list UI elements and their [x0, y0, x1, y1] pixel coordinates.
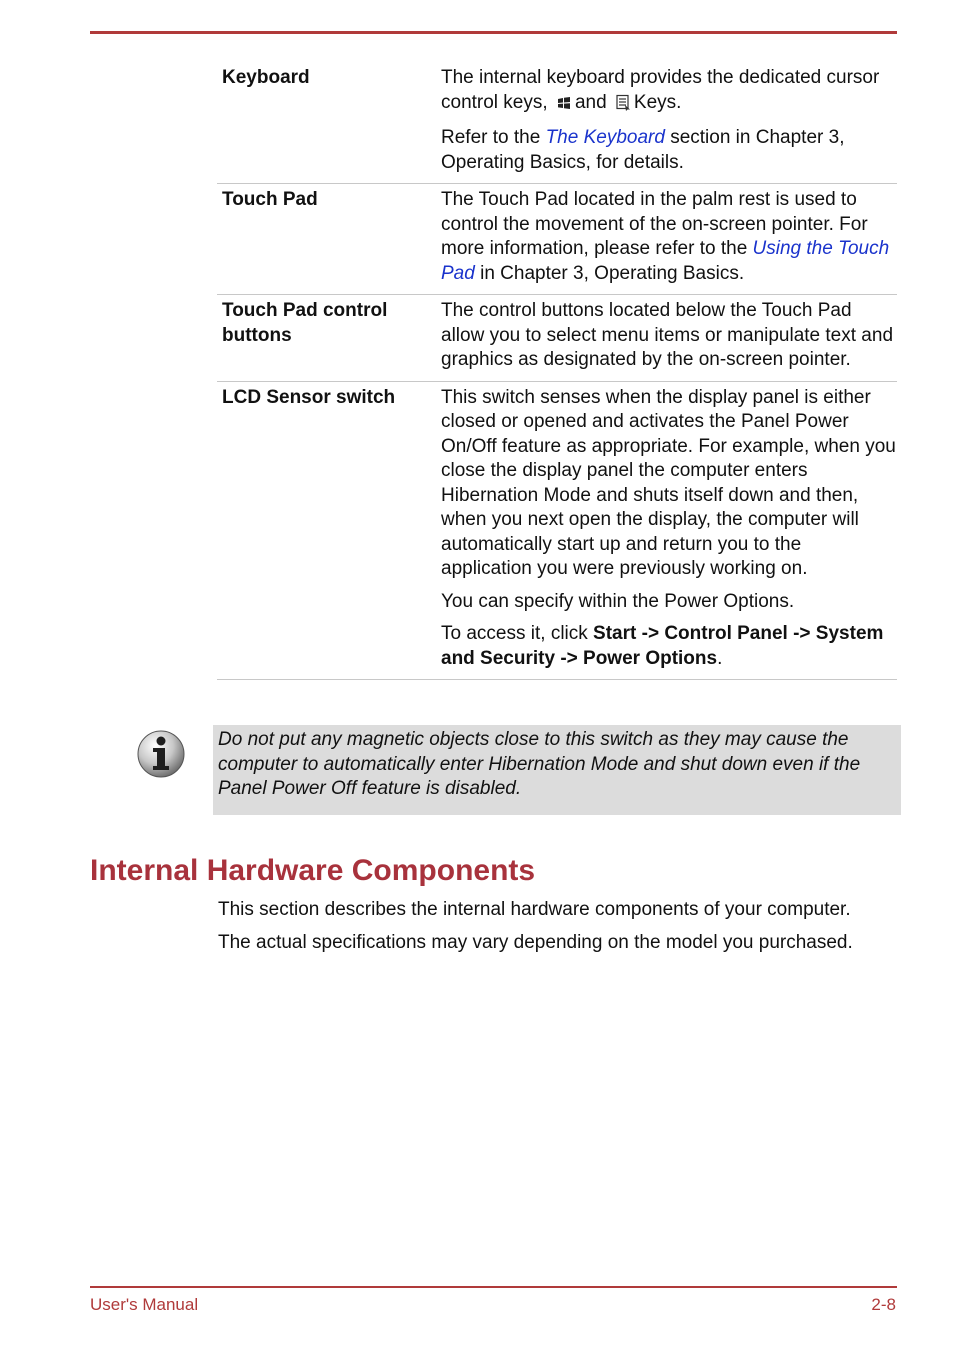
text: Refer to the [441, 127, 541, 148]
link-the-keyboard[interactable]: The Keyboard [545, 127, 665, 148]
link-using-the-touch-pad[interactable]: Using the Touch Pad [441, 238, 890, 284]
table-row [217, 184, 897, 295]
text: Keys. [633, 91, 682, 113]
term-touch-pad-control-buttons: Touch Pad control buttons [222, 300, 388, 346]
description-touch-pad-control-buttons [441, 299, 897, 373]
paragraph: This section describes the internal hardware components of your computer. [218, 899, 851, 920]
info-icon [136, 729, 186, 787]
application-key-icon [615, 94, 631, 119]
text: . [717, 647, 723, 669]
term-lcd-sensor-switch: LCD Sensor switch [222, 386, 396, 408]
footer-rule [90, 1286, 897, 1288]
windows-key-icon [556, 94, 572, 119]
page-number: 2-8 [871, 1295, 896, 1314]
paragraph [441, 66, 897, 118]
text: in Chapter 3, Operating Basics. [480, 262, 745, 284]
text: The internal keyboard provides the dedicated cursor control keys, [441, 67, 880, 113]
paragraph: You can specify within the Power Options. [441, 590, 795, 612]
paragraph [441, 622, 897, 671]
paragraph [441, 188, 897, 286]
table-row [217, 66, 897, 184]
description-keyboard [441, 66, 897, 175]
menu-path: Start -> Control Panel -> System and Security -> Power Options [441, 623, 884, 669]
description-touch-pad [441, 188, 897, 286]
paragraph: The actual specifications may vary depending on the model you purchased. [218, 931, 853, 953]
paragraph: The control buttons located below the Touch Pad allow you to select menu items or manipulate text and graphics as designated by the on-screen pointer. [441, 300, 894, 370]
term-touch-pad: Touch Pad [222, 189, 318, 210]
table-row [217, 295, 897, 382]
term-keyboard: Keyboard [222, 67, 310, 88]
text: The Touch Pad located in the palm rest is used to control the movement of the on-screen pointer. For more information, please refer to the [441, 189, 868, 259]
text: To access it, click [441, 623, 588, 644]
description-lcd-sensor-switch [441, 386, 897, 672]
header-rule [90, 31, 897, 34]
footer-title: User's Manual [90, 1295, 199, 1314]
text: section in Chapter 3, Operating Basics, for details. [441, 127, 845, 173]
paragraph [441, 126, 897, 175]
section-body [218, 898, 908, 963]
note-text: Do not put any magnetic objects close to this switch as they may cause the computer to automatically enter Hibernation Mode and shut down even if the Panel Power Off feature is disabled. [218, 729, 861, 799]
note-box [213, 725, 901, 815]
definition-table [217, 66, 897, 680]
text: and [574, 91, 607, 113]
paragraph: This switch senses when the display panel is either closed or opened and activates the Panel Power On/Off feature as appropriate. For example, when you close the display panel the computer enters Hibernation Mode and shuts itself down and then, when you next open the display, the computer will automatically start up and return you to the application you were previously working on. [441, 386, 896, 579]
section-title: Internal Hardware Components [90, 854, 536, 887]
table-row [217, 382, 897, 681]
